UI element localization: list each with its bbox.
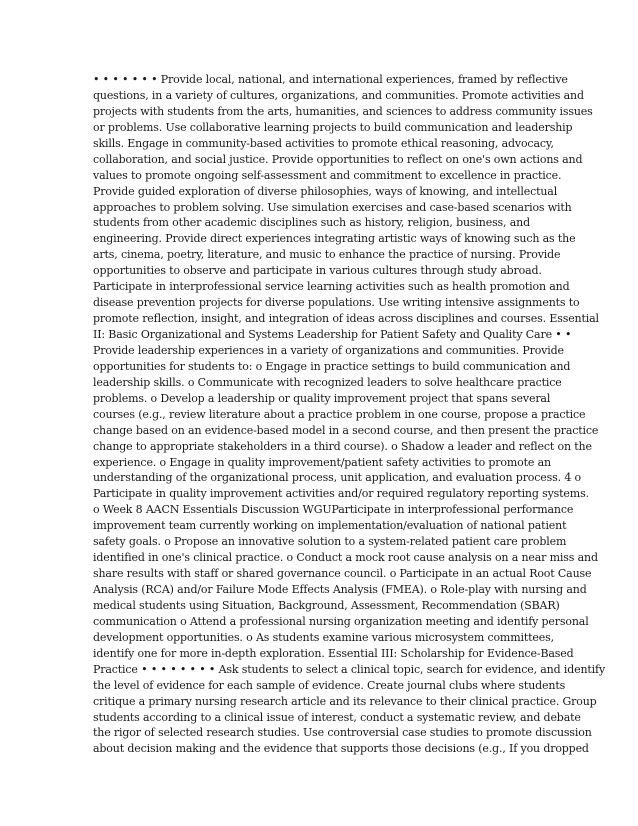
text-line: students from other academic disciplines such as history, religion, business, and — [93, 216, 530, 230]
text-line: collaboration, and social justice. Provide opportunities to reflect on one's own actions and — [93, 152, 583, 166]
text-line: the level of evidence for each sample of evidence. Create journal clubs where students — [93, 678, 566, 692]
text-line: projects with students from the arts, humanities, and sciences to address community issues — [93, 104, 593, 118]
text-line: Analysis (RCA) and/or Failure Mode Effects Analysis (FMEA). o Role-play with nursing and — [93, 583, 587, 596]
text-line: change based on an evidence-based model in a second course, and then present the practice — [93, 423, 599, 437]
text-line: values to promote ongoing self-assessment and commitment to excellence in practice. — [93, 168, 562, 182]
text-line: Participate in quality improvement activities and/or required regulatory reporting systems. — [93, 487, 589, 501]
text-line: improvement team currently working on implementation/evaluation of national patient — [93, 519, 567, 533]
text-line: promote reflection, insight, and integration of ideas across disciplines and courses. Essential — [93, 312, 599, 326]
text-line: II: Basic Organizational and Systems Leadership for Patient Safety and Quality Care • • — [93, 328, 572, 341]
text-line: understanding of the organizational process, unit application, and evaluation process. 4 o — [93, 471, 581, 485]
text-line: engineering. Provide direct experiences integrating artistic ways of knowing such as the — [93, 232, 576, 246]
text-line: problems. o Develop a leadership or quality improvement project that spans several — [93, 391, 551, 405]
text-line: approaches to problem solving. Use simulation exercises and case-based scenarios with — [93, 200, 572, 214]
text-line: the rigor of selected research studies. Use controversial case studies to promote discussion — [93, 726, 592, 740]
text-line: courses (e.g., review literature about a practice problem in one course, propose a practice — [93, 407, 586, 421]
body-text — [93, 72, 606, 757]
text-line: opportunities to observe and participate in various cultures through study abroad. — [93, 264, 542, 278]
text-line: about decision making and the evidence that supports those decisions (e.g., If you dropped — [93, 742, 589, 756]
text-line: identified in one's clinical practice. o Conduct a mock root cause analysis on a near miss and — [93, 551, 598, 565]
text-line: • • • • • • • Provide local, national, and international experiences, framed by reflective — [93, 73, 568, 86]
text-line: or problems. Use collaborative learning projects to build communication and leadership — [93, 120, 573, 134]
text-line: critique a primary nursing research article and its relevance to their clinical practice. Group — [93, 694, 597, 708]
text-line: Provide leadership experiences in a variety of organizations and communities. Provide — [93, 343, 564, 357]
text-line: experience. o Engage in quality improvement/patient safety activities to promote an — [93, 455, 551, 469]
text-line: safety goals. o Propose an innovative solution to a system-related patient care problem — [93, 535, 567, 549]
text-line: students according to a clinical issue of interest, conduct a systematic review, and debate — [93, 710, 581, 724]
text-line: share results with staff or shared governance council. o Participate in an actual Root Cause — [93, 567, 592, 581]
text-line: questions, in a variety of cultures, organizations, and communities. Promote activities and — [93, 88, 584, 102]
text-line: medical students using Situation, Background, Assessment, Recommendation (SBAR) — [93, 598, 560, 612]
text-line: identify one for more in-depth exploration. Essential III: Scholarship for Evidence-Based — [93, 646, 574, 660]
text-line: leadership skills. o Communicate with recognized leaders to solve healthcare practice — [93, 375, 562, 389]
text-line: Provide guided exploration of diverse philosophies, ways of knowing, and intellectual — [93, 184, 558, 198]
text-line: opportunities for students to: o Engage in practice settings to build communication and — [93, 359, 571, 373]
text-line: development opportunities. o As students examine various microsystem committees, — [93, 630, 554, 644]
text-line: change to appropriate stakeholders in a third course). o Shadow a leader and reflect on the — [93, 439, 592, 453]
text-line: o Week 8 AACN Essentials Discussion WGUParticipate in interprofessional performance — [93, 503, 574, 517]
text-line: arts, cinema, poetry, literature, and music to enhance the practice of nursing. Provide — [93, 248, 561, 262]
text-line: disease prevention projects for diverse populations. Use writing intensive assignments to — [93, 296, 580, 310]
text-line: Practice • • • • • • • • Ask students to select a clinical topic, search for evidence, and identify — [93, 662, 606, 676]
text-line: Participate in interprofessional service learning activities such as health promotion and — [93, 280, 570, 294]
text-line: skills. Engage in community-based activities to promote ethical reasoning, advocacy, — [93, 136, 554, 150]
text-line: communication o Attend a professional nursing organization meeting and identify personal — [93, 614, 589, 628]
